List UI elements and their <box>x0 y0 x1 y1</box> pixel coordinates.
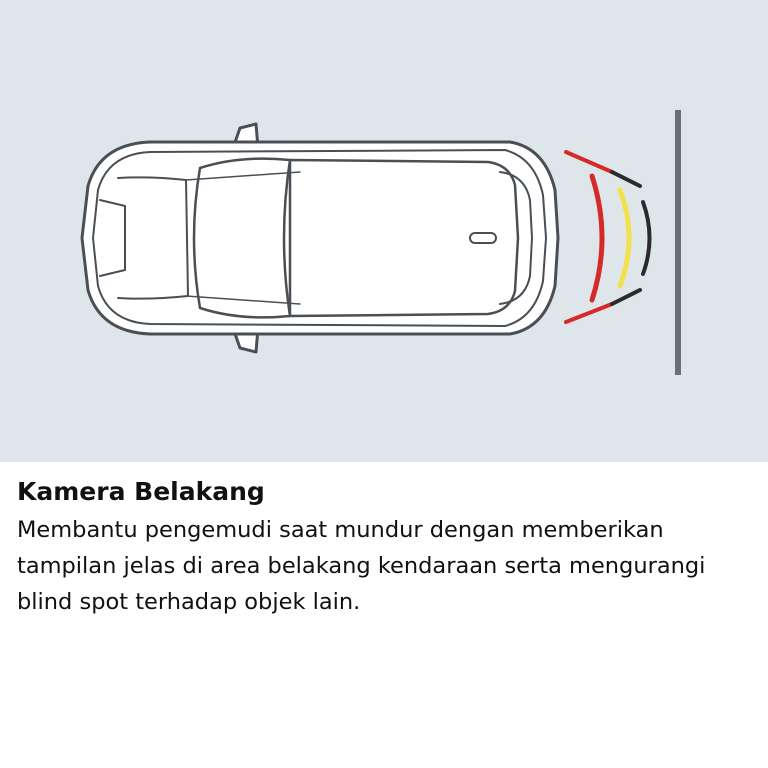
car-icon <box>82 124 558 352</box>
feature-description: Membantu pengemudi saat mundur dengan memberikan tampilan jelas di area belakang kendaraan serta mengurangi blind spot terhadap objek lain. <box>17 517 706 615</box>
sensor-line-red-top <box>566 152 612 172</box>
sensor-arc-red <box>592 176 602 300</box>
sensor-line-red-bottom <box>566 304 612 322</box>
parking-sensor-arcs <box>566 152 650 322</box>
sensor-line-dark-bottom <box>612 290 640 304</box>
sensor-line-dark-top <box>612 172 640 186</box>
feature-title: Kamera Belakang <box>17 477 265 506</box>
sensor-arc-dark <box>643 202 650 274</box>
feature-caption <box>17 472 757 620</box>
sensor-arc-yellow <box>620 190 629 286</box>
